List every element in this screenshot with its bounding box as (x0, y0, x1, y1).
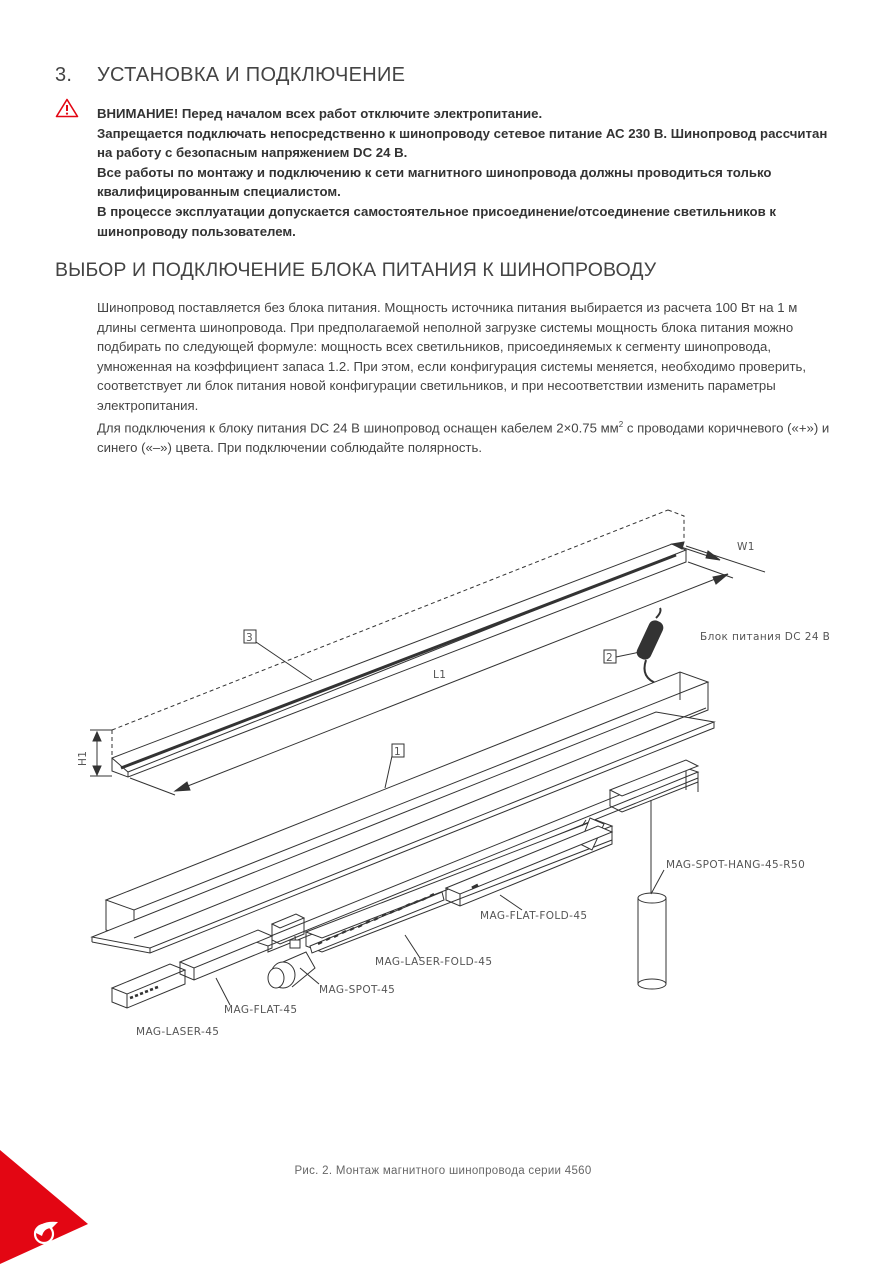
warning-line: Запрещается подключать непосредственно к шинопроводу сетевое питание АС 230 В. Шинопровод рассчитан на работу с безопасным напряжением DC 24 В. (97, 125, 828, 161)
body-text (97, 298, 837, 457)
body-paragraph-1: Шинопровод поставляется без блока питания. Мощность источника питания выбирается из расчета 100 Вт на 1 м длины сегмента шинопровода. При предполагаемой неполной загрузке системы мощность блока питания можно подбирать по следующей формуле: мощность всех светильников, присоединяемых к сегменту шинопровода, умноженная на коэффициент запаса 1.2. При этом, если конфигурация системы меняется, необходимо проверить, соответствует ли блок питания новой конфигурации светильников, и при несоответствии изменить параметры электропитания. (97, 300, 807, 413)
label-h1: H1 (77, 750, 89, 766)
installation-diagram (0, 490, 886, 1050)
mag-spot-hang-45-r50 (638, 800, 805, 989)
warning-triangle-icon (55, 98, 79, 118)
warning-line: ВНИМАНИЕ! Перед началом всех работ отключите электропитание. (97, 106, 543, 121)
label-power-supply: Блок питания DC 24 В (700, 631, 831, 643)
dimension-h1 (77, 730, 112, 776)
brand-corner-logo (0, 1150, 90, 1264)
label-w1: W1 (737, 541, 755, 553)
label-mag-spot-hang: MAG-SPOT-HANG-45-R50 (666, 859, 806, 871)
label-mag-flat-45: MAG-FLAT-45 (224, 1004, 298, 1016)
figure-caption: Рис. 2. Монтаж магнитного шинопровода серии 4560 (294, 1165, 592, 1177)
section-title (55, 64, 405, 87)
body-paragraph-2 (97, 415, 837, 457)
body-paragraph-2-text: Для подключения к блоку питания DC 24 В шинопровод оснащен кабелем 2×0.75 мм (97, 420, 619, 436)
label-mag-laser-45: MAG-LASER-45 (136, 1026, 220, 1038)
dimension-l1 (130, 562, 733, 795)
section-title-text: УСТАНОВКА И ПОДКЛЮЧЕНИЕ (97, 64, 406, 86)
superscript: 2 (618, 420, 624, 429)
marker-1-text: 1 (394, 746, 402, 758)
subsection-title: ВЫБОР И ПОДКЛЮЧЕНИЕ БЛОКА ПИТАНИЯ К ШИНОПРОВОДУ (55, 259, 657, 281)
marker-2-text: 2 (606, 652, 614, 664)
power-supply (604, 608, 830, 686)
body-paragraph-2-text-end: с проводами коричневого («+») и синего («–») цвета. При подключении соблюдайте полярность. (97, 420, 830, 455)
label-l1: L1 (433, 669, 447, 681)
warning-line: Все работы по монтажу и подключению к сети магнитного шинопровода должны проводиться только квалифицированным специалистом. (97, 164, 772, 200)
marker-3-text: 3 (246, 632, 254, 644)
mag-laser-45 (112, 964, 219, 1038)
label-mag-spot-45: MAG-SPOT-45 (319, 984, 396, 996)
label-mag-flat-fold-45: MAG-FLAT-FOLD-45 (480, 910, 588, 922)
label-mag-laser-fold-45: MAG-LASER-FOLD-45 (375, 956, 493, 968)
warning-line: В процессе эксплуатации допускается самостоятельное присоединение/отсоединение светильников к шинопроводу пользователем. (97, 203, 776, 239)
warning-block (97, 104, 837, 241)
section-number: 3. (55, 64, 73, 86)
